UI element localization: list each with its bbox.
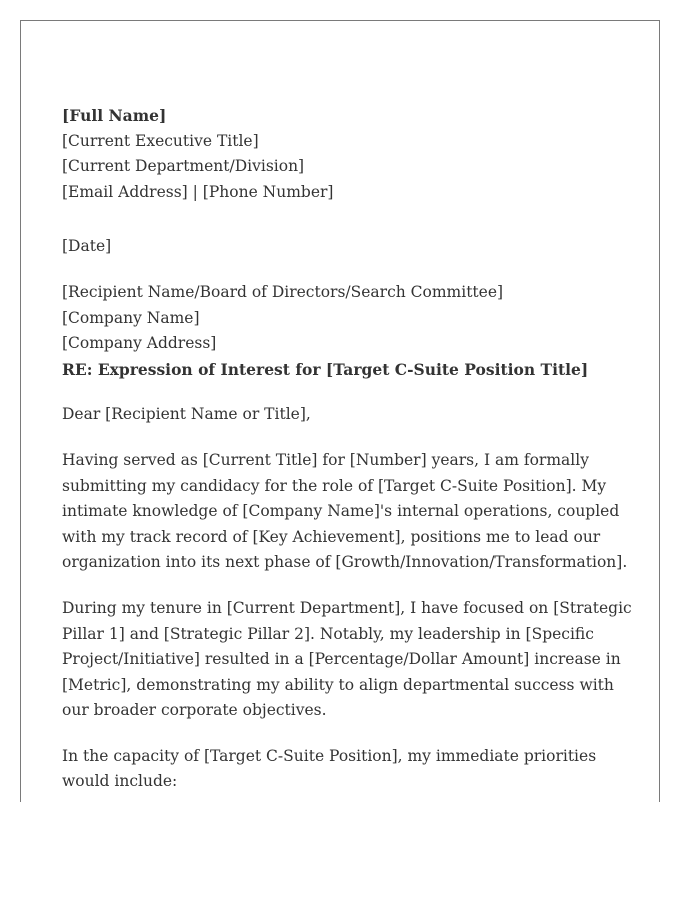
spacer [62,260,632,280]
sender-contact: [Email Address] | [Phone Number] [62,182,334,201]
spacer [62,382,632,402]
recipient-name: [Recipient Name/Board of Directors/Search Committee] [62,282,504,301]
body-paragraph-1: Having served as [Current Title] for [Number] years, I am formally submitting my candidacy for the role of [Target C-Suite Position]. My intimate knowledge of [Company Name]'s internal operations, coupled with my track record of [Key Achievement], positions me to lead our organization into its next phase of [Growth/Innovation/Transformation]. [62,450,628,572]
letter-date: [Date] [62,237,112,256]
sender-department: [Current Department/Division] [62,157,305,176]
spacer [62,576,632,596]
spacer [62,205,632,234]
recipient-address: [Company Address] [62,334,217,353]
salutation: Dear [Recipient Name or Title], [62,405,311,424]
spacer [62,724,632,744]
subject-line: RE: Expression of Interest for [Target C-Suite Position Title] [62,359,589,379]
letter-body [62,103,632,795]
recipient-company: [Company Name] [62,308,200,327]
body-paragraph-2: During my tenure in [Current Department], I have focused on [Strategic Pillar 1] and [Strategic Pillar 2]. Notably, my leadership in [Specific Project/Initiative] resulted in a [Percentage/Dollar Amount] increase in [Metric], demonstrating my ability to align departmental success with our broader corporate objectives. [62,598,632,720]
body-paragraph-3: In the capacity of [Target C-Suite Position], my immediate priorities would include: [62,746,597,791]
sender-title: [Current Executive Title] [62,131,259,150]
sender-name: [Full Name] [62,106,167,125]
spacer [62,428,632,448]
letter-page [20,20,660,802]
